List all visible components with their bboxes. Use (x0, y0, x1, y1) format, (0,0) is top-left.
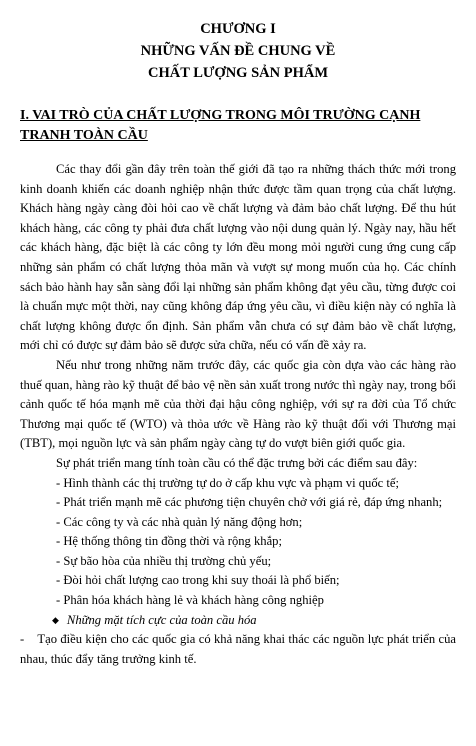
paragraph-1: Các thay đổi gần đây trên toàn thế giới đã tạo ra những thách thức mới trong kinh doanh khiến các doanh nghiệp nhận thức được tầm quan trọng của chất lượng. Khách hàng ngày càng đòi hỏi cao về chất lượng và đảm bảo chất lượng. Để thu hút khách hàng, các công ty phải đưa chất lượng vào nội dung quản lý. Ngày nay, hầu hết các khách hàng, đặc biệt là các công ty lớn đều mong mỏi người cung ứng cung cấp những sản phẩm có chất lượng thỏa mãn và vượt sự mong muốn của họ. Các chính sách bảo hành hay sẵn sàng đổi lại những sản phẩm không đạt yêu cầu, từng được coi là chuẩn mực một thời, nay cũng không đáp ứng yêu cầu, vì điều kiện này có nghĩa là chất lượng không được ổn định. Sản phẩm vẫn chưa có sự đảm bảo về chất lượng, mới chỉ có được sự đảm bảo sẽ được sửa chữa, nếu có vấn đề xảy ra. (20, 162, 456, 353)
body-text (20, 160, 460, 669)
sub-heading-text: Những mặt tích cực của toàn cầu hóa (66, 612, 257, 627)
chapter-title-line2: CHẤT LƯỢNG SẢN PHẨM (147, 65, 329, 81)
section-heading: I. VAI TRÒ CỦA CHẤT LƯỢNG TRONG MÔI TRƯỜNG CẠNH TRANH TOÀN CẦU (20, 108, 421, 143)
list-item: - Hệ thống thông tin đồng thời và rộng khắp; (56, 534, 282, 549)
list-item: - Phân hóa khách hàng lẻ và khách hàng công nghiệp (56, 593, 324, 608)
diamond-bullet-icon: ◆ (52, 614, 59, 625)
list-item: - Các công ty và các nhà quản lý năng động hơn; (56, 514, 303, 529)
list-item: - Hình thành các thị trường tự do ở cấp khu vực và phạm vi quốc tế; (56, 475, 399, 490)
chapter-heading (20, 18, 456, 84)
list-item: - Phát triển mạnh mẽ các phương tiện chuyên chở với giá rẻ, đáp ứng nhanh; (56, 495, 443, 510)
paragraph-2: Nếu như trong những năm trước đây, các quốc gia còn dựa vào các hàng rào thuế quan, hàng rào kỹ thuật để bảo vệ nền sản xuất trong nước thì ngày nay, trong bối cảnh quốc tế hóa mạnh mẽ của thời đại hậu công nghiệp, với sự ra đời của Tổ chức Thương mại quốc tế (WTO) và thỏa ước về Hàng rào kỹ thuật đối với Thương mại (TBT), mọi nguồn lực và sản phẩm ngày càng tự do vượt biên giới quốc gia. (20, 357, 456, 451)
sub-heading (20, 611, 456, 631)
final-list-item: - Tạo điều kiện cho các quốc gia có khả năng khai thác các nguồn lực phát triển của nhau, thúc đẩy tăng trưởng kinh tế. (20, 632, 460, 666)
chapter-title-line1: NHỮNG VẤN ĐỀ CHUNG VỀ (140, 43, 336, 59)
list-item: - Sự bão hòa của nhiều thị trường chủ yếu; (56, 553, 272, 568)
list-item: - Đòi hỏi chất lượng cao trong khi suy thoái là phổ biến; (56, 573, 340, 588)
paragraph-3: Sự phát triển mang tính toàn cầu có thể đặc trưng bởi các điểm sau đây: (56, 455, 418, 470)
chapter-number: CHƯƠNG I (200, 21, 276, 37)
